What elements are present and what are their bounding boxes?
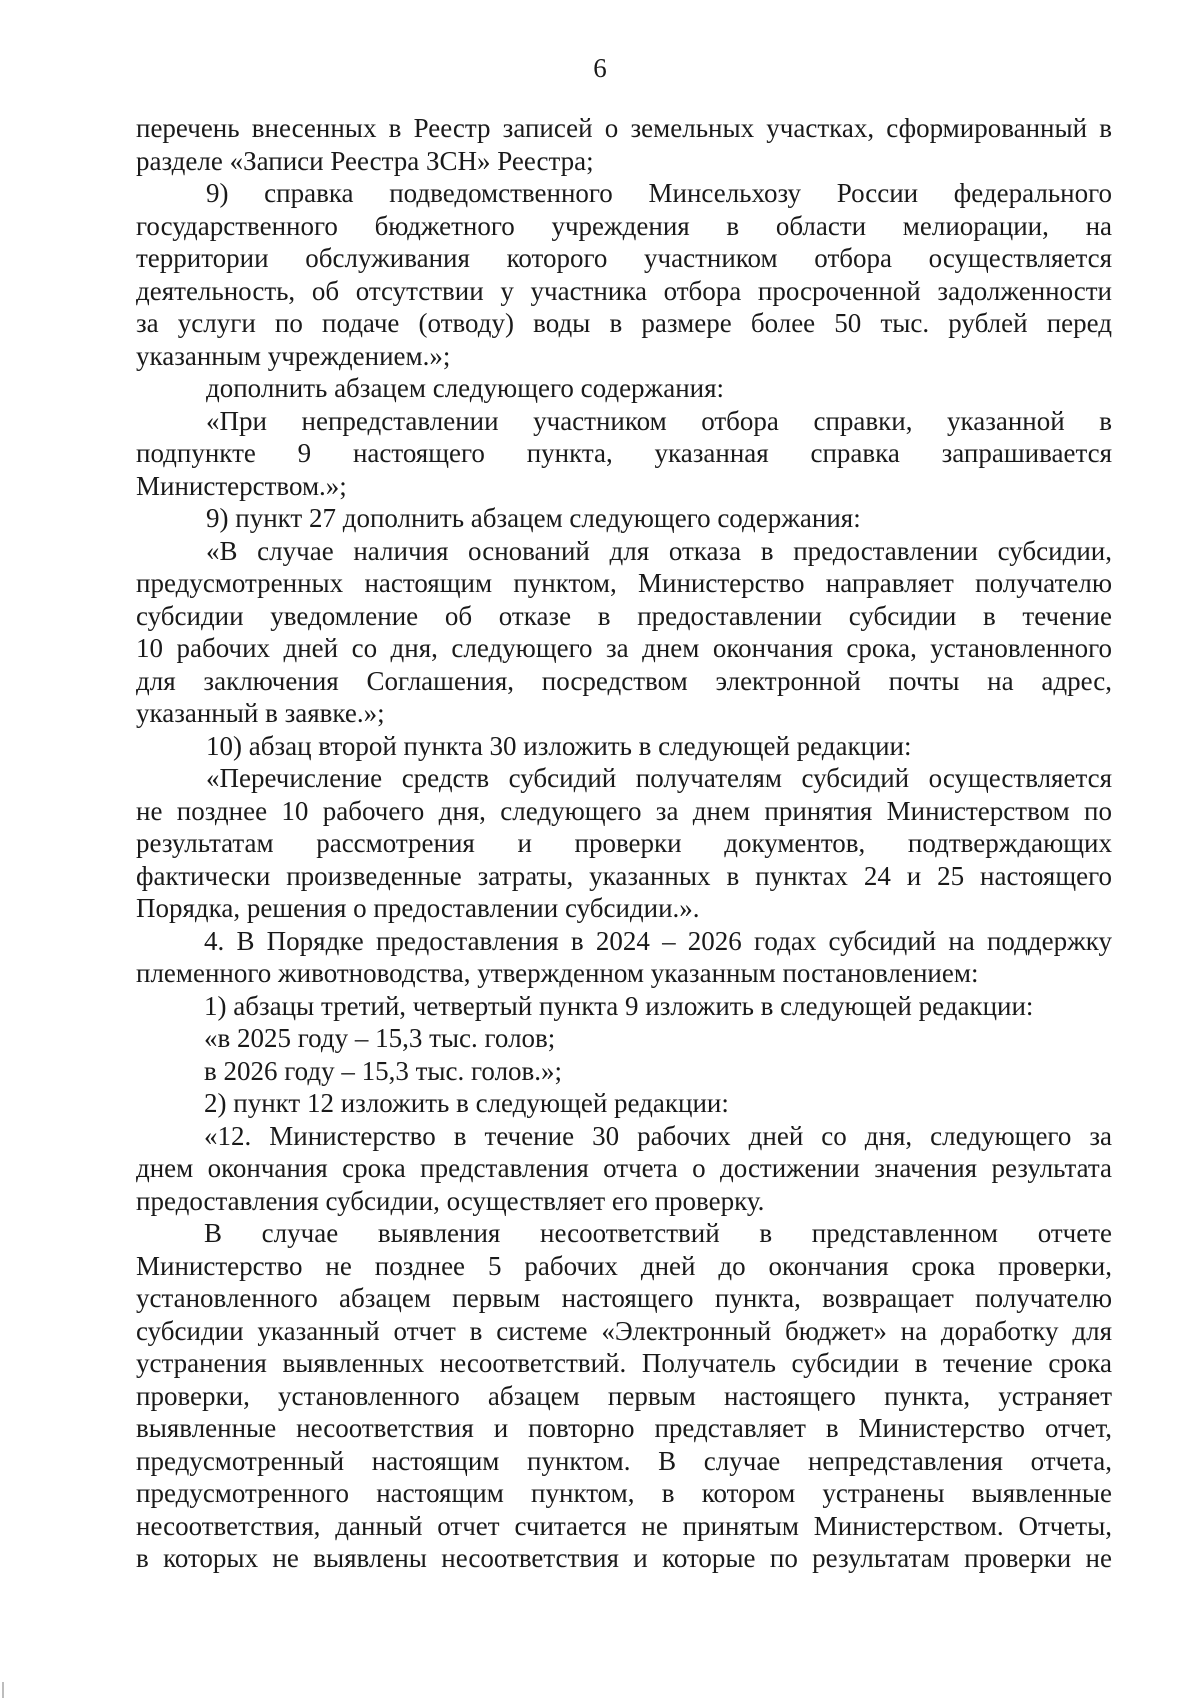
text-line: днем окончания срока представления отчета о достижении значения результата [136, 1153, 1112, 1183]
text-line: субсидии указанный отчет в системе «Электронный бюджет» на доработку для [136, 1315, 1112, 1346]
text-line: указанным учреждением.»; [136, 340, 451, 371]
text-line: субсидии уведомление об отказе в предоставлении субсидии в течение [136, 600, 1112, 631]
text-line: несоответствия, данный отчет считается не принятым Министерством. Отчеты, [136, 1510, 1112, 1541]
text-line: указанный в заявке.»; [136, 698, 385, 728]
text-line: 10) абзац второй пункта 30 изложить в следующей редакции: [206, 730, 912, 761]
text-line: Порядка, решения о предоставлении субсидии.». [136, 893, 700, 923]
text-line: «В случае наличия оснований для отказа в предоставлении субсидии, [206, 535, 1112, 566]
text-line: устранения выявленных несоответствий. Получатель субсидии в течение срока [136, 1348, 1112, 1378]
text-line: предоставления субсидии, осуществляет его проверку. [136, 1185, 765, 1216]
text-line: выявленные несоответствия и повторно представляет в Министерство отчет, [136, 1413, 1112, 1443]
text-line: за услуги по подаче (отводу) воды в размере более 50 тыс. рублей перед [136, 308, 1112, 338]
text-line: перечень внесенных в Реестр записей о земельных участках, сформированный в [136, 113, 1112, 143]
document-body [136, 112, 1112, 1575]
scan-edge-mark [2, 1682, 4, 1698]
text-line: проверки, установленного абзацем первым настоящего пункта, устраняет [136, 1380, 1112, 1411]
text-line: предусмотренных настоящим пунктом, Министерство направляет получателю [136, 568, 1112, 598]
text-line: Министерство не позднее 5 рабочих дней до окончания срока проверки, [136, 1250, 1112, 1281]
text-line: дополнить абзацем следующего содержания: [206, 373, 725, 403]
text-line: деятельность, об отсутствии у участника отбора просроченной задолженности [136, 275, 1112, 306]
text-line: подпункте 9 настоящего пункта, указанная справка запрашивается [136, 438, 1112, 468]
text-line: «При непредставлении участником отбора справки, указанной в [206, 405, 1112, 436]
text-line: «12. Министерство в течение 30 рабочих дней со дня, следующего за [204, 1120, 1112, 1151]
text-line: «в 2025 году – 15,3 тыс. голов; [204, 1023, 556, 1053]
text-line: «Перечисление средств субсидий получателям субсидий осуществляется [206, 763, 1112, 793]
text-line: для заключения Соглашения, посредством электронной почты на адрес, [136, 665, 1112, 696]
text-line: 4. В Порядке предоставления в 2024 – 2026 годах субсидий на поддержку [204, 925, 1112, 956]
text-line: в 2026 году – 15,3 тыс. голов.»; [204, 1055, 563, 1086]
text-line: территории обслуживания которого участником отбора осуществляется [136, 243, 1112, 273]
text-line: результатам рассмотрения и проверки документов, подтверждающих [136, 828, 1112, 858]
text-line: Министерством.»; [136, 470, 347, 501]
text-line: 9) пункт 27 дополнить абзацем следующего содержания: [206, 503, 861, 533]
text-line: установленного абзацем первым настоящего пункта, возвращает получателю [136, 1283, 1112, 1313]
text-line: предусмотренный настоящим пунктом. В случае непредставления отчета, [136, 1445, 1112, 1476]
text-line: В случае выявления несоответствий в представленном отчете [204, 1218, 1112, 1248]
text-line: фактически произведенные затраты, указанных в пунктах 24 и 25 настоящего [136, 860, 1112, 891]
text-line: не позднее 10 рабочего дня, следующего за днем принятия Министерством по [136, 795, 1112, 826]
text-line: государственного бюджетного учреждения в области мелиорации, на [136, 210, 1112, 241]
text-line: предусмотренного настоящим пунктом, в котором устранены выявленные [136, 1478, 1112, 1508]
text-line: племенного животноводства, утвержденном указанным постановлением: [136, 958, 979, 988]
text-line: 2) пункт 12 изложить в следующей редакции: [204, 1088, 729, 1118]
page-number: 6 [593, 53, 607, 83]
text-line: 10 рабочих дней со дня, следующего за днем окончания срока, установленного [136, 633, 1112, 663]
text-line: 1) абзацы третий, четвертый пункта 9 изложить в следующей редакции: [204, 990, 1034, 1021]
text-line: в которых не выявлены несоответствия и которые по результатам проверки не [136, 1543, 1112, 1573]
text-line: 9) справка подведомственного Минсельхозу России федерального [206, 178, 1112, 208]
text-line: разделе «Записи Реестра ЗСН» Реестра; [136, 145, 594, 176]
